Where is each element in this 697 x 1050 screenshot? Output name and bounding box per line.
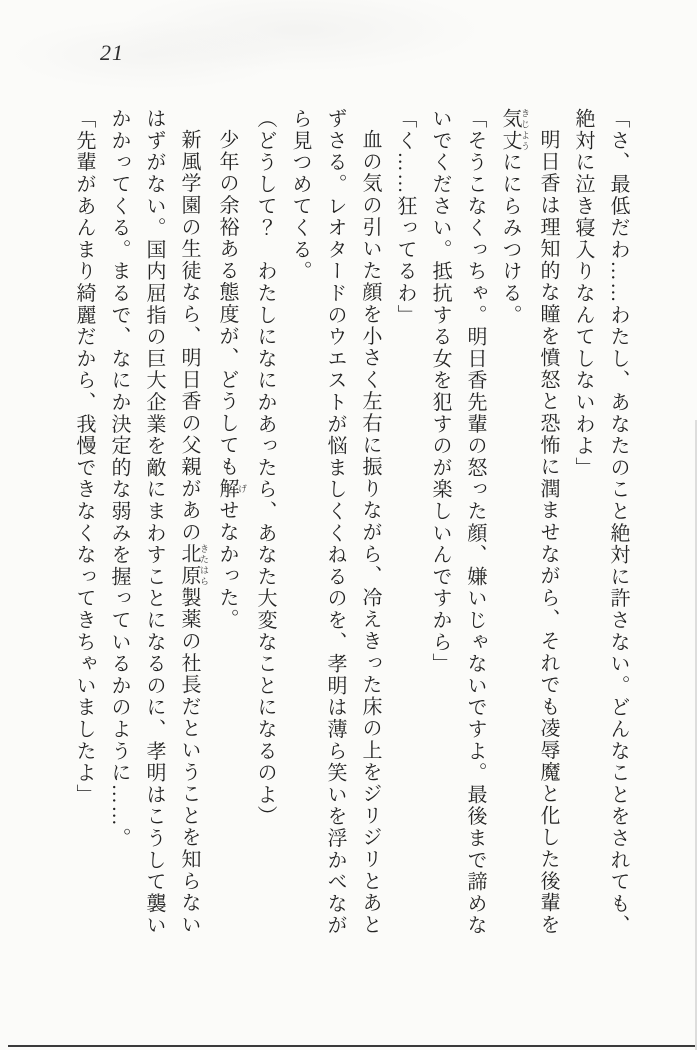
text-column: （どうして？ わたしになにかあったら、あなた大変なことになるのよ） (254, 108, 276, 828)
text-column: 「そうこなくっちゃ。明日香先輩の怒った顔、嫌いじゃないですよ。最後まで諦めな (464, 108, 486, 937)
text-column: ら見つめてくる。 (289, 108, 311, 283)
furigana-ruby: 北原 きたはら (178, 543, 209, 587)
furigana-ruby: 気丈 きじよう (499, 108, 530, 152)
text-column: 血の気の引いた顔を小さく左右に振りながら、冷えきった床の上をジリジリとあと (359, 129, 381, 936)
bottom-scan-rule (8, 1045, 697, 1047)
text-column: はずがない。国内屈指の巨大企業を敵にまわすことになるのに、孝明はこうして襲い (143, 108, 165, 937)
text-column: 「く……狂ってるわ」 (394, 108, 416, 326)
text-column: 明日香は理知的な瞳を憤怒と恐怖に潤ませながら、それでも凌辱魔と化した後輩を (537, 129, 559, 936)
text-column: 絶対に泣き寝入りなんてしないわよ」 (572, 108, 594, 479)
furigana-ruby: 解 げ (216, 477, 247, 500)
text-column: 新風学園の生徒なら、明日香の父親があの北原 きたはら製薬の社長だということを知らない (178, 129, 209, 936)
text-column: 「さ、最低だわ……わたし、あなたのこと絶対に許さない。どんなことをされても、 (607, 108, 629, 937)
text-column: 少年の余裕ある態度が、どうしても解 げせなかった。 (216, 129, 247, 631)
text-column: 気丈 きじようににらみつける。 (499, 108, 530, 327)
text-column: いでください。抵抗する女を犯すのが楽しいんですから」 (429, 108, 451, 675)
text-columns (66, 108, 635, 956)
page-number: 21 (100, 40, 124, 65)
text-column: ずさる。レオタードのウエストが悩ましくくねるのを、孝明は薄ら笑いを浮かべなが (324, 108, 346, 937)
text-column: かかってくる。まるで、なにか決定的な弱みを握っているかのように……。 (108, 108, 130, 850)
text-column: 「先輩があんまり綺麗だから、我慢できなくなってきちゃいましたよ」 (73, 108, 95, 806)
